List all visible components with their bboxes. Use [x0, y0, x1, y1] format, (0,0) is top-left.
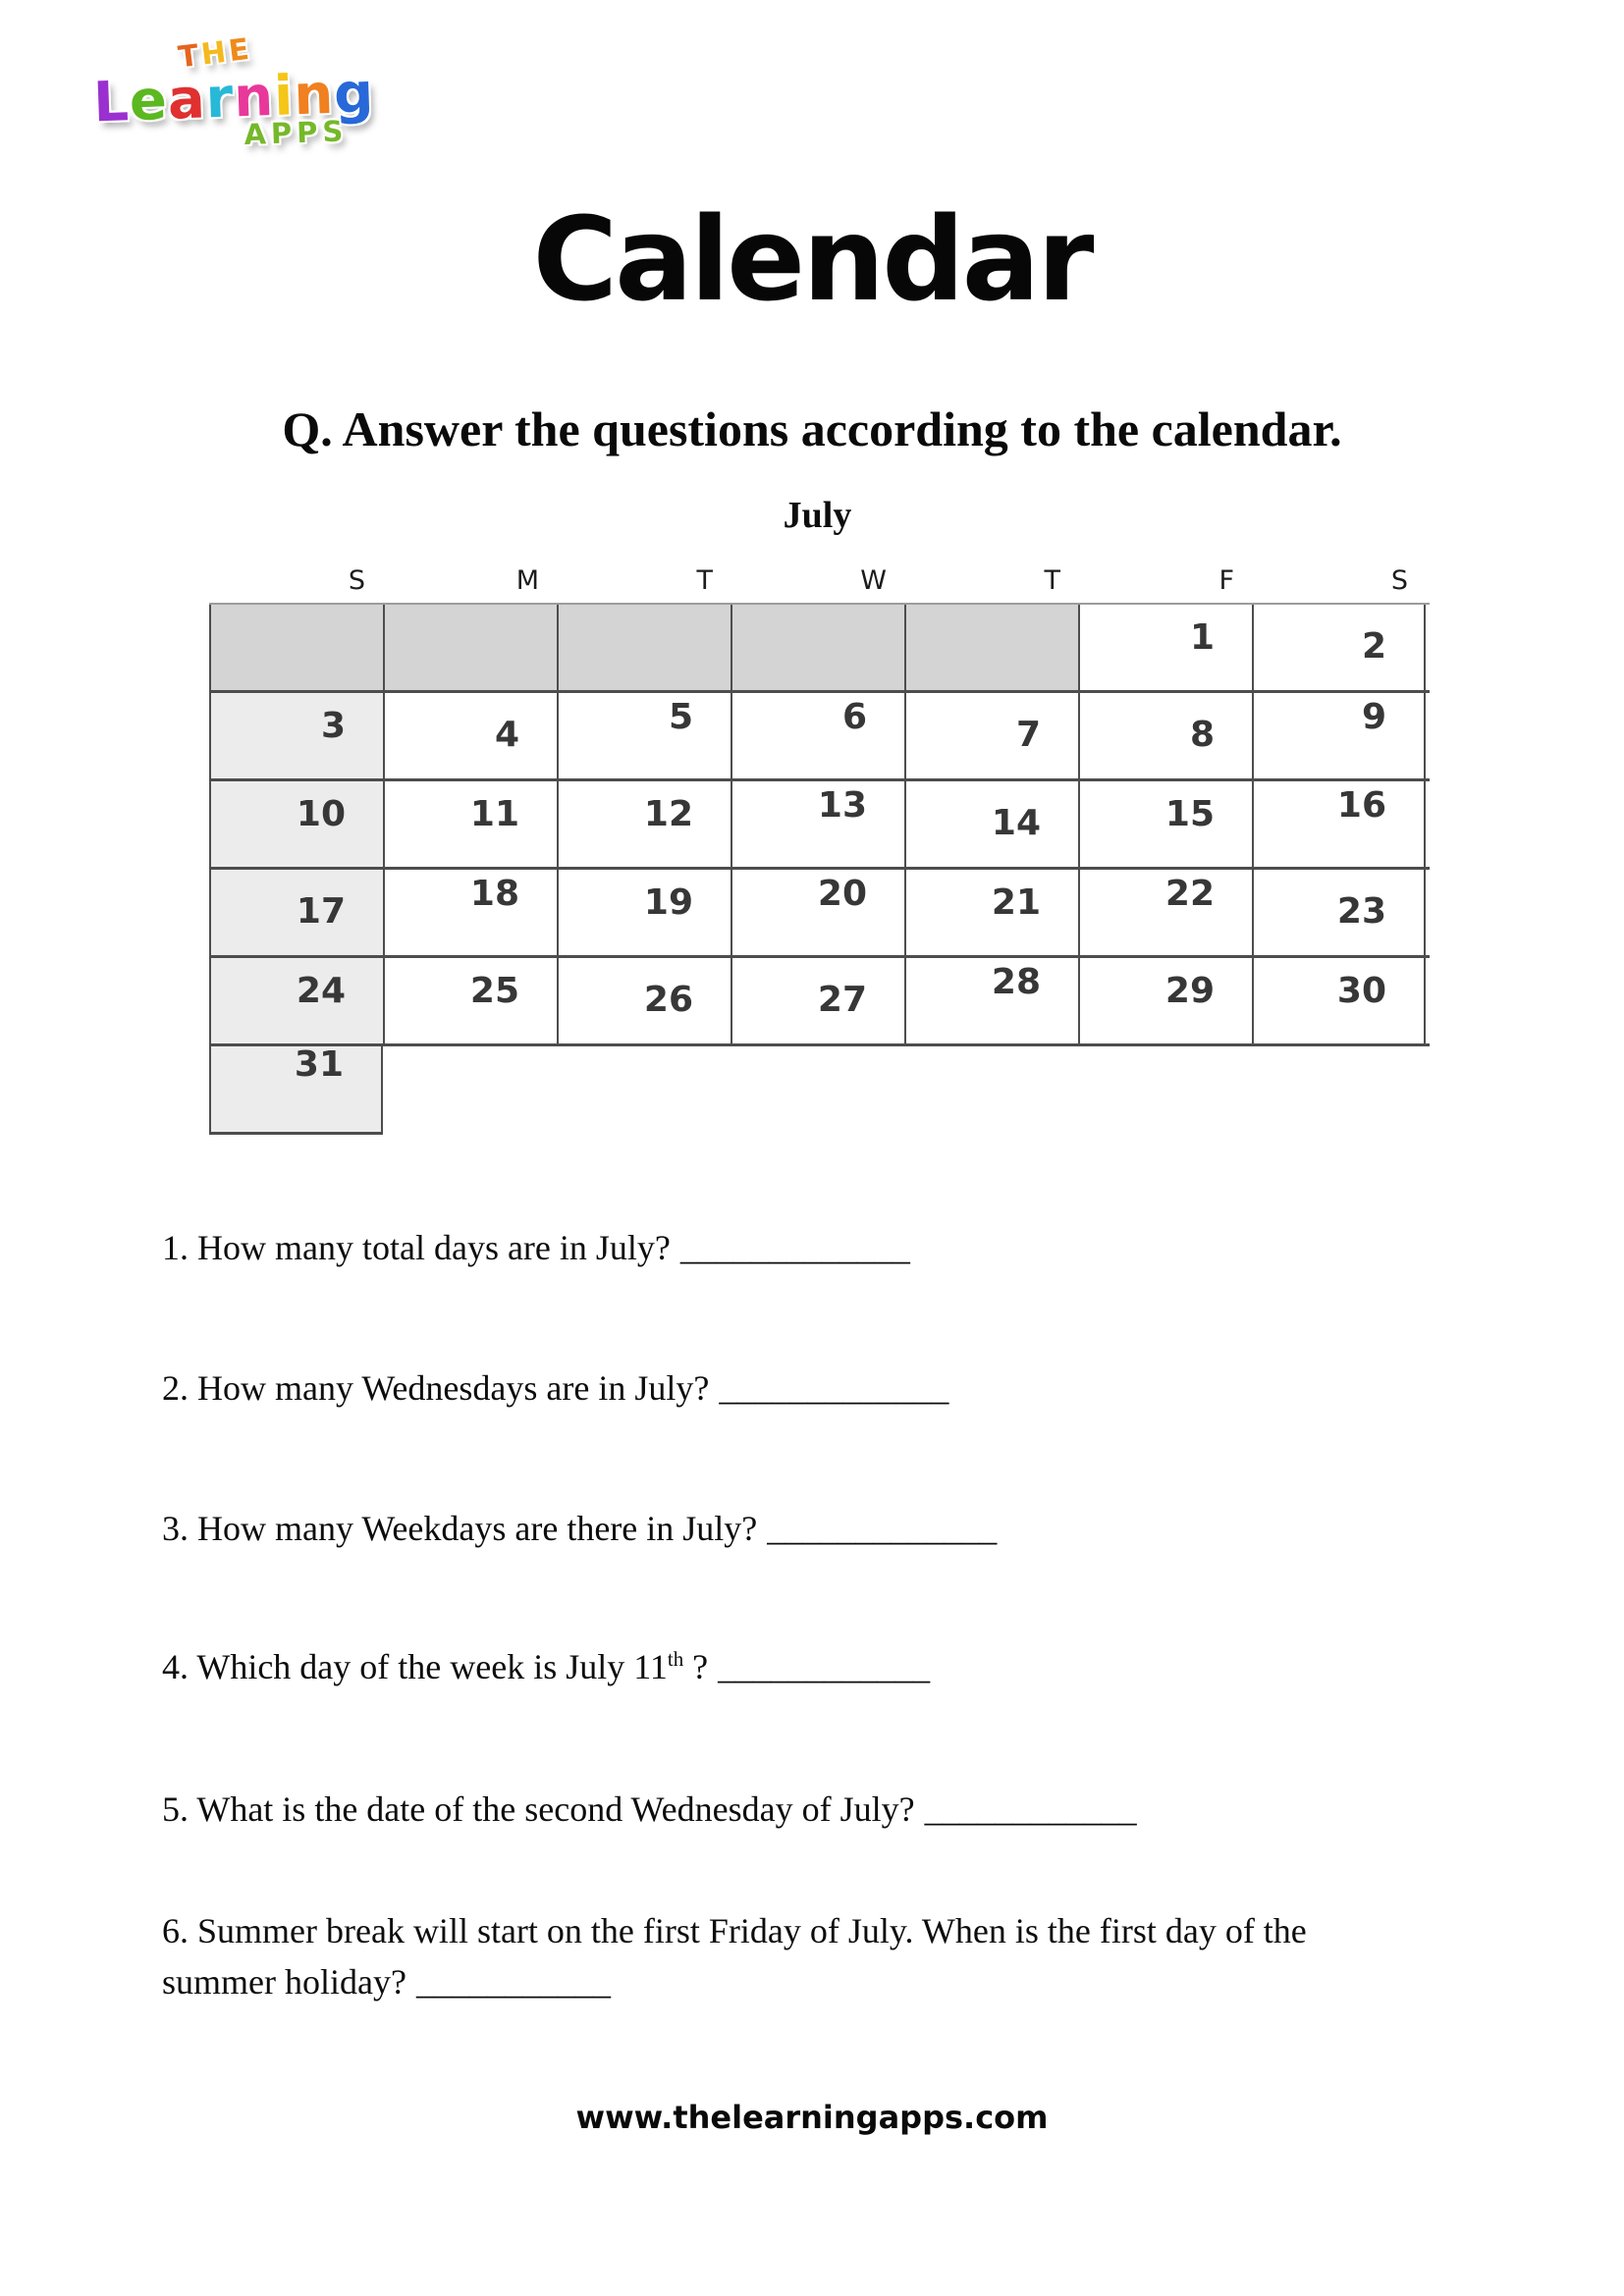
- question-5: [162, 1784, 1537, 1835]
- day-number: 31: [294, 1044, 344, 1085]
- question-6-text-line2: summer holiday?: [162, 1962, 406, 2002]
- question-6-answer-blank[interactable]: ___________: [415, 1962, 611, 2002]
- day-number: 26: [643, 980, 693, 1020]
- logo-apps-text: APPS: [243, 114, 349, 152]
- day-number: 16: [1336, 785, 1386, 826]
- day-number: [385, 605, 557, 620]
- calendar-cell: [1252, 958, 1426, 1043]
- calendar-cell: [1252, 870, 1426, 955]
- question-4-text: 4. Which day of the week is July 11: [162, 1647, 668, 1686]
- calendar-cell: [209, 870, 383, 955]
- question-2-text: 2. How many Wednesdays are in July?: [162, 1368, 710, 1408]
- question-3-text: 3. How many Weekdays are there in July?: [162, 1509, 758, 1548]
- question-5-answer-blank[interactable]: ____________: [924, 1789, 1137, 1829]
- calendar-cell: [557, 693, 731, 778]
- question-3-answer-blank[interactable]: _____________: [767, 1509, 998, 1548]
- calendar-cell: [904, 870, 1078, 955]
- day-number: [211, 605, 383, 620]
- day-number: 6: [841, 697, 867, 737]
- day-number: 17: [296, 891, 346, 932]
- calendar-cell: [209, 958, 383, 1043]
- question-4: [162, 1641, 1537, 1692]
- question-6-text-line1: 6. Summer break will start on the first Friday of July. When is the first day of the: [162, 1911, 1307, 1950]
- day-number: 3: [320, 706, 346, 746]
- calendar-cell: [209, 1046, 383, 1135]
- question-6: [162, 1905, 1537, 2007]
- dow-label-wednesday: W: [860, 565, 887, 596]
- calendar-week-2: [209, 693, 1430, 781]
- question-4-ordinal-suffix: th: [667, 1647, 684, 1671]
- question-4-answer-blank[interactable]: ____________: [718, 1647, 931, 1686]
- question-5-text: 5. What is the date of the second Wednesday of July?: [162, 1789, 915, 1829]
- learning-apps-logo: [91, 30, 400, 157]
- day-number: [559, 605, 731, 620]
- calendar-cell: [1078, 693, 1252, 778]
- logo-the-text: THE: [176, 31, 254, 76]
- day-number: 21: [991, 882, 1041, 923]
- question-4-text-end: ?: [683, 1647, 709, 1686]
- day-number: 25: [469, 971, 519, 1011]
- calendar-cell: [1078, 958, 1252, 1043]
- day-number: 24: [296, 971, 346, 1011]
- calendar-cell: [904, 781, 1078, 867]
- calendar-cell: [209, 605, 383, 690]
- dow-label-saturday: S: [1390, 565, 1408, 596]
- calendar-cell: [209, 693, 383, 778]
- dow-label-monday: M: [515, 565, 539, 596]
- calendar-cell: [904, 958, 1078, 1043]
- page-title: Calendar: [532, 191, 1092, 327]
- day-number: 11: [469, 794, 519, 834]
- calendar-week-4: [209, 870, 1430, 958]
- calendar-cell: [383, 605, 557, 690]
- day-number: 4: [494, 715, 519, 755]
- day-number: 13: [817, 785, 867, 826]
- calendar-cell: [731, 693, 904, 778]
- day-number: 23: [1336, 891, 1386, 932]
- logo-learning-text: Learning: [92, 61, 376, 135]
- calendar-cell: [731, 605, 904, 690]
- question-2-answer-blank[interactable]: _____________: [719, 1368, 949, 1408]
- question-1: [162, 1222, 1537, 1273]
- dow-label-thursday: T: [1044, 565, 1060, 596]
- calendar-week-5: [209, 958, 1430, 1046]
- calendar-week-6: [209, 1046, 387, 1135]
- calendar-cell: [557, 870, 731, 955]
- day-number: 19: [643, 882, 693, 923]
- day-number: 12: [643, 794, 693, 834]
- day-number: [732, 605, 904, 620]
- day-number: 15: [1164, 794, 1215, 834]
- dow-label-sunday: S: [348, 565, 365, 596]
- calendar-week-1: [209, 605, 1430, 693]
- day-number: 20: [817, 874, 867, 914]
- calendar-cell: [209, 781, 383, 867]
- calendar-table: [209, 603, 1430, 1135]
- question-2: [162, 1362, 1537, 1414]
- day-number: 1: [1189, 617, 1215, 658]
- footer-url: www.thelearningapps.com: [575, 2099, 1049, 2136]
- calendar-cell: [557, 781, 731, 867]
- day-number: [906, 605, 1078, 620]
- day-number: 18: [469, 874, 519, 914]
- calendar-cell: [383, 781, 557, 867]
- calendar-cell: [383, 958, 557, 1043]
- calendar-cell: [904, 693, 1078, 778]
- calendar-cell: [1252, 781, 1426, 867]
- dow-label-friday: F: [1218, 565, 1234, 596]
- calendar-week-3: [209, 781, 1430, 870]
- calendar-cell: [383, 870, 557, 955]
- day-number: 7: [1015, 715, 1041, 755]
- question-3: [162, 1503, 1537, 1554]
- calendar-cell: [1252, 693, 1426, 778]
- calendar-cell: [904, 605, 1078, 690]
- calendar-cell: [383, 693, 557, 778]
- day-number: 9: [1361, 697, 1386, 737]
- day-of-week-header: [209, 565, 1426, 596]
- calendar-cell: [731, 870, 904, 955]
- calendar-month-title: July: [783, 495, 852, 536]
- day-number: 2: [1361, 626, 1386, 667]
- calendar-cell: [557, 605, 731, 690]
- day-number: 22: [1164, 874, 1215, 914]
- day-number: 5: [668, 697, 693, 737]
- question-1-answer-blank[interactable]: _____________: [679, 1228, 910, 1267]
- calendar-cell: [731, 958, 904, 1043]
- day-number: 27: [817, 980, 867, 1020]
- calendar-cell: [1252, 605, 1426, 690]
- question-1-text: 1. How many total days are in July?: [162, 1228, 671, 1267]
- day-number: 28: [991, 962, 1041, 1002]
- calendar-cell: [1078, 605, 1252, 690]
- calendar-cell: [1078, 781, 1252, 867]
- day-number: 30: [1336, 971, 1386, 1011]
- day-number: 29: [1164, 971, 1215, 1011]
- question-heading: Q. Answer the questions according to the calendar.: [282, 401, 1342, 456]
- calendar-cell: [731, 781, 904, 867]
- day-number: 8: [1189, 715, 1215, 755]
- calendar-cell: [1078, 870, 1252, 955]
- day-number: 10: [296, 794, 346, 834]
- day-number: 14: [991, 803, 1041, 843]
- dow-label-tuesday: T: [696, 565, 713, 596]
- calendar-cell: [557, 958, 731, 1043]
